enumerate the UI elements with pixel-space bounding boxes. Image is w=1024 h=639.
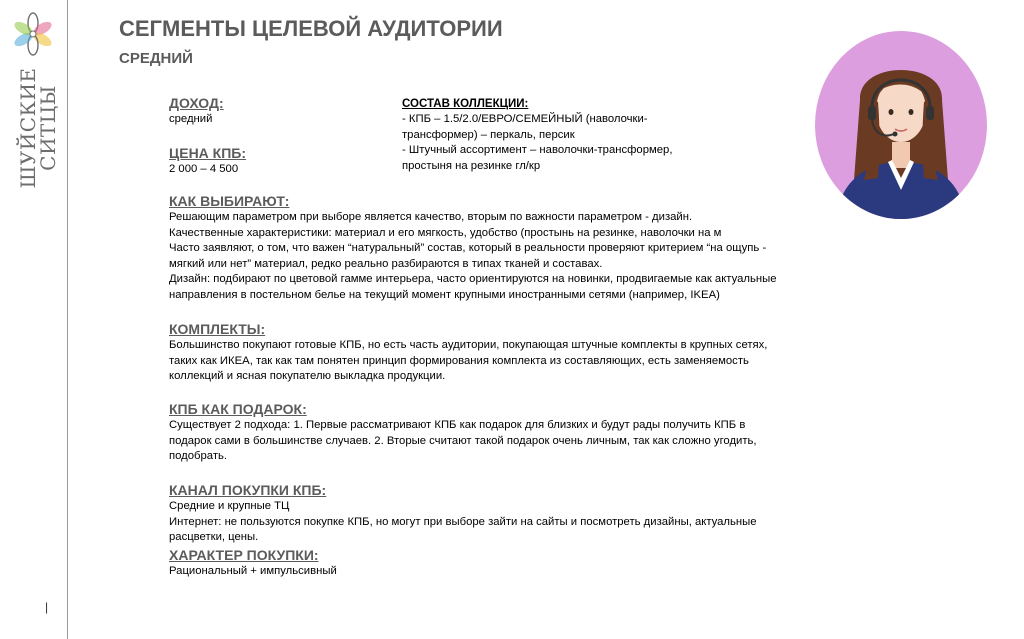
character-value: Рациональный + импульсивный xyxy=(169,565,337,577)
woman-headset-avatar xyxy=(814,30,988,220)
logo-text xyxy=(18,67,58,188)
how-choose-section xyxy=(169,193,869,304)
logo-line-1: ШУЙСКИЕ xyxy=(16,67,40,189)
collection-line: трансформер) – перкаль, персик xyxy=(402,128,575,141)
character-section xyxy=(169,547,869,580)
collection-line: простыня на резинке гл/кр xyxy=(402,159,541,172)
gift-section xyxy=(169,401,869,465)
how-choose-line: Качественные характеристики: материал и его мягкость, удобство (простынь на резинке, наволочки на м xyxy=(169,226,722,239)
sets-line: таких как ИКЕА, так как там понятен принцип формирования комплекта из составляющих, есть заменяемость xyxy=(169,354,749,367)
how-choose-heading: КАК ВЫБИРАЮТ: xyxy=(169,193,290,209)
sets-line: коллекций и ясная покупателю выкладка продукции. xyxy=(169,370,446,383)
price-section xyxy=(169,145,246,178)
gift-line: Существует 2 подхода: 1. Первые рассматривают КПБ как подарок для близких и будут рады получить КПБ в xyxy=(169,419,746,431)
collection-heading: СОСТАВ КОЛЛЕКЦИИ: xyxy=(402,98,529,110)
gift-heading: КПБ КАК ПОДАРОК: xyxy=(169,401,307,417)
channel-section xyxy=(169,482,869,546)
collection-line: - КПБ – 1.5/2.0/ЕВРО/СЕМЕЙНЫЙ (наволочки- xyxy=(402,113,648,125)
how-choose-line: Дизайн: подбирают по цветовой гамме интерьера, часто ориентируются на новинки, продвигаемые как актуальные xyxy=(169,273,777,286)
sidebar xyxy=(0,0,68,639)
channel-heading: КАНАЛ ПОКУПКИ КПБ: xyxy=(169,482,327,498)
channel-line: расцветки, цены. xyxy=(169,531,259,544)
how-choose-line: направления в постельном белье на текущий момент крупными иностранными сетями (например, IKEA) xyxy=(169,288,720,301)
page-subtitle: СРЕДНИЙ xyxy=(119,50,193,67)
flower-logo-icon xyxy=(13,12,53,56)
channel-line: Средние и крупные ТЦ xyxy=(169,500,290,512)
sets-line: Большинство покупают готовые КПБ, но есть часть аудитории, покупающая штучные комплекты в крупных сетях, xyxy=(169,339,768,351)
gift-line: подобрать. xyxy=(169,450,228,463)
how-choose-line: Часто заявляют, о том, что важен “натуральный” состав, который в реальности проверяют критерием “на ощупь - xyxy=(169,242,767,255)
logo-line-2: СИТЦЫ xyxy=(36,85,60,171)
sets-section xyxy=(169,321,869,385)
income-heading: ДОХОД: xyxy=(169,95,224,111)
collection-line: - Штучный ассортимент – наволочки-трансформер, xyxy=(402,144,673,157)
character-heading: ХАРАКТЕР ПОКУПКИ: xyxy=(169,547,319,563)
income-value: средний xyxy=(169,113,213,125)
channel-line: Интернет: не пользуются покупке КПБ, но могут при выборе зайти на сайты и посмотреть дизайны, актуальные xyxy=(169,515,757,528)
gift-line: подарок сами в большинстве случаев. 2. Вторые считают такой подарок очень личным, так как сложно угодить, xyxy=(169,434,757,447)
price-heading: ЦЕНА КПБ: xyxy=(169,145,247,161)
footer-mark: | xyxy=(45,600,49,614)
price-value: 2 000 – 4 500 xyxy=(169,163,239,175)
income-section xyxy=(169,95,224,128)
collection-section xyxy=(402,97,732,174)
how-choose-line: Решающим параметром при выборе является качество, вторым по важности параметром - дизайн. xyxy=(169,211,693,223)
sets-heading: КОМПЛЕКТЫ: xyxy=(169,321,266,337)
how-choose-line: мягкий или нет” материал, редко реально разбираются в типах тканей и составах. xyxy=(169,257,603,270)
sidebar-divider xyxy=(67,0,68,639)
page-title: СЕГМЕНТЫ ЦЕЛЕВОЙ АУДИТОРИИ xyxy=(119,16,503,41)
